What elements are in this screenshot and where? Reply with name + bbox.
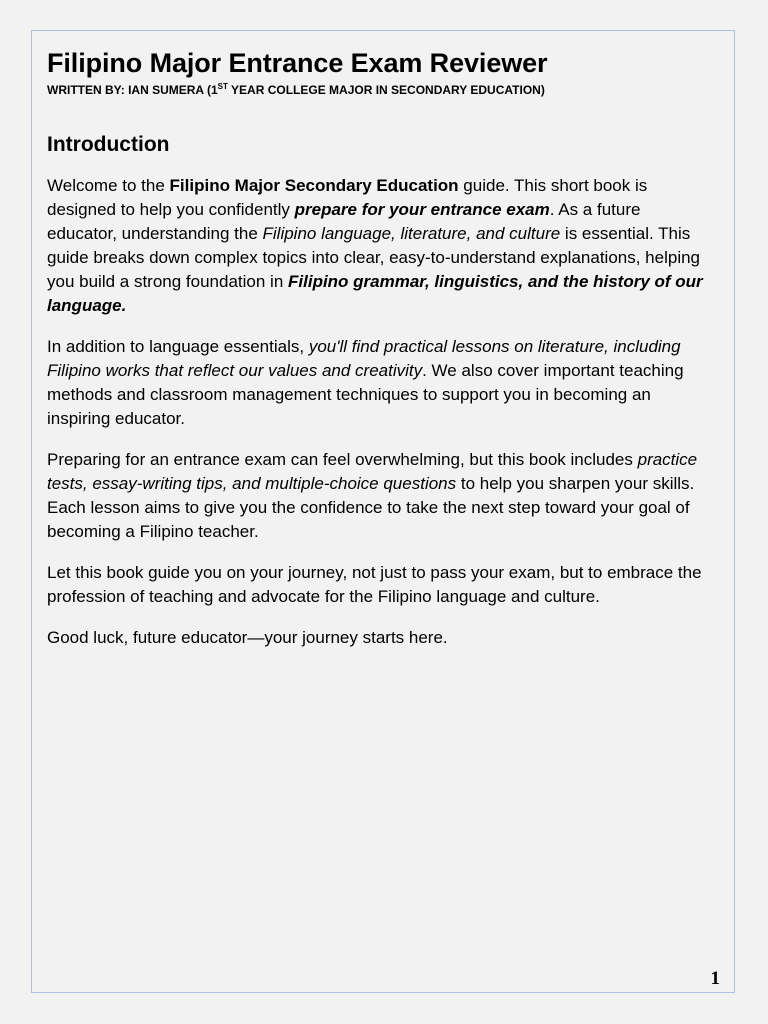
text-run: to help you sharpen your skills. Each lesson aims to give you the confidence to take the next step toward your goal of becoming a Filipino teacher.	[47, 474, 695, 541]
text-run: Good luck, future educator—your journey starts here.	[47, 628, 448, 647]
text-run: Preparing for an entrance exam can feel overwhelming, but this book includes	[47, 450, 638, 469]
bold-run: Filipino Major Secondary Education	[169, 176, 459, 195]
italic-run: you'll find practical lessons on literature, including Filipino works that reflect our values and creativity	[47, 337, 681, 380]
author-byline	[47, 82, 707, 98]
text-run: . We also cover important teaching methods and classroom management techniques to support you in becoming an inspiring educator.	[47, 361, 684, 428]
text-run: Let this book guide you on your journey, not just to pass your exam, but to embrace the profession of teaching and advocate for the Filipino language and culture.	[47, 563, 702, 606]
text-run: . As a future educator, understanding the	[47, 200, 641, 243]
page-number: 1	[710, 968, 720, 989]
byline-suffix: YEAR COLLEGE MAJOR IN SECONDARY EDUCATION)	[227, 83, 545, 97]
text-run: Welcome to the	[47, 176, 170, 195]
bold-italic-run: Filipino grammar, linguistics, and the history of our language.	[47, 272, 703, 315]
section-heading-introduction: Introduction	[47, 133, 170, 156]
paragraph-journey	[47, 561, 707, 609]
italic-run: Filipino language, literature, and culture	[262, 224, 561, 243]
text-run: In addition to language essentials,	[47, 337, 309, 356]
text-run: guide. This short book is designed to help you confidently	[47, 176, 648, 219]
bold-italic-run: prepare for your entrance exam	[294, 200, 550, 219]
document-title: Filipino Major Entrance Exam Reviewer	[47, 48, 548, 78]
text-run: is essential. This guide breaks down complex topics into clear, easy-to-understand explanations, helping you build a strong foundation in	[47, 224, 701, 291]
paragraph-exam-prep	[47, 448, 707, 544]
italic-run: practice tests, essay-writing tips, and multiple-choice questions	[47, 450, 698, 493]
byline-superscript: ST	[217, 82, 228, 91]
paragraph-good-luck	[47, 626, 707, 650]
page-content	[47, 44, 707, 650]
paragraph-welcome	[47, 174, 707, 318]
paragraph-language-essentials	[47, 335, 707, 431]
byline-prefix: WRITTEN BY: IAN SUMERA (1	[47, 83, 218, 97]
